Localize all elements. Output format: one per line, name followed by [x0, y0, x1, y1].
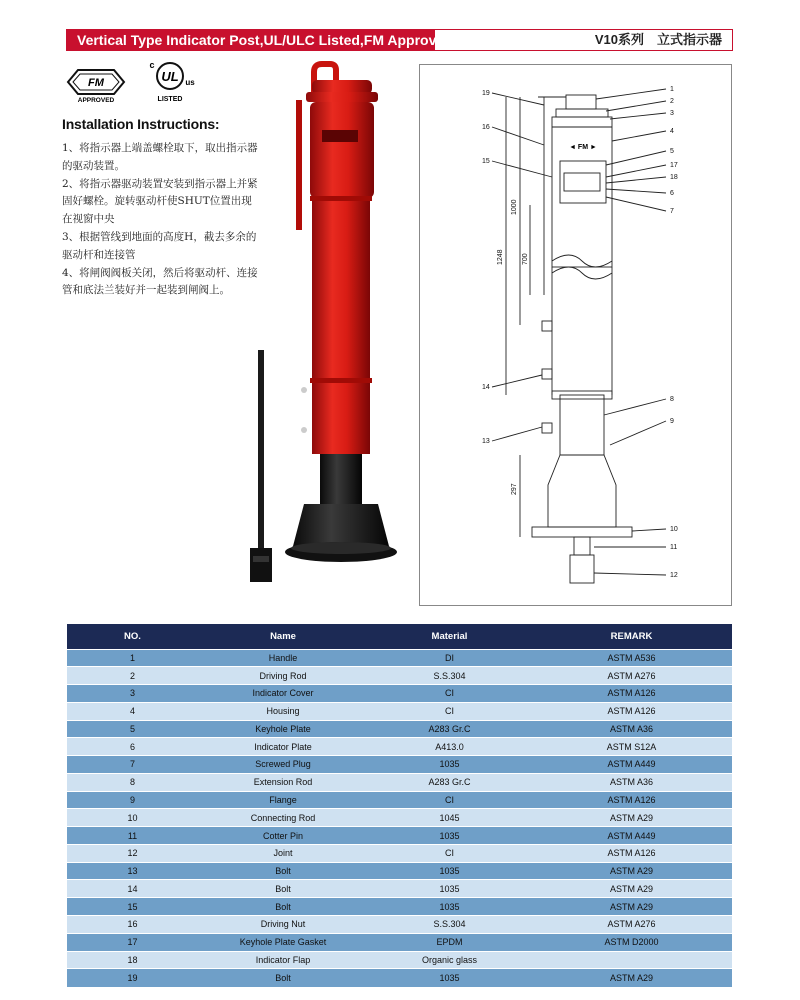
cell-name: Driving Rod	[198, 667, 368, 685]
table-row	[67, 702, 732, 720]
cell-name: Handle	[198, 649, 368, 667]
cell-no: 19	[67, 969, 198, 987]
cell-no: 17	[67, 933, 198, 951]
cell-no: 18	[67, 951, 198, 969]
instructions-title: Installation Instructions:	[62, 116, 220, 132]
header-bar	[66, 29, 733, 51]
callout-8: 8	[670, 396, 674, 403]
header-material: Material	[368, 624, 531, 649]
product-photo	[234, 60, 404, 600]
callout-12: 12	[670, 572, 678, 579]
callout-2: 2	[670, 98, 674, 105]
cell-name: Flange	[198, 791, 368, 809]
cell-material: A283 Gr.C	[368, 720, 531, 738]
cell-name: Indicator Cover	[198, 685, 368, 703]
cell-material: A413.0	[368, 738, 531, 756]
cell-remark: ASTM A276	[531, 915, 732, 933]
cell-remark: ASTM S12A	[531, 738, 732, 756]
callout-16: 16	[482, 124, 490, 131]
cell-no: 6	[67, 738, 198, 756]
cell-no: 9	[67, 791, 198, 809]
cell-name: Bolt	[198, 880, 368, 898]
callout-11: 11	[670, 544, 678, 551]
callout-14: 14	[482, 384, 490, 391]
table-row	[67, 773, 732, 791]
cell-no: 7	[67, 756, 198, 774]
cell-no: 16	[67, 915, 198, 933]
cell-name: Joint	[198, 844, 368, 862]
header-remark: REMARK	[531, 624, 732, 649]
cell-no: 10	[67, 809, 198, 827]
page-title: Vertical Type Indicator Post,UL/ULC Listed,FM Approved	[67, 30, 435, 50]
cell-remark: ASTM A126	[531, 702, 732, 720]
table-row	[67, 667, 732, 685]
cell-remark: ASTM A126	[531, 844, 732, 862]
table-header-row	[67, 624, 732, 649]
cell-remark: ASTM A449	[531, 827, 732, 845]
callout-7: 7	[670, 208, 674, 215]
instruction-step: 4、将闸阀阀板关闭，然后将驱动杆、连接管和底法兰装好并一起装到闸阀上。	[62, 266, 258, 297]
cell-remark: ASTM A29	[531, 862, 732, 880]
cell-no: 2	[67, 667, 198, 685]
table-row	[67, 685, 732, 703]
cell-material: CI	[368, 702, 531, 720]
fm-logo-text: FM	[88, 77, 104, 89]
fm-logo-caption: APPROVED	[77, 97, 115, 104]
cell-name: Bolt	[198, 862, 368, 880]
cell-name: Bolt	[198, 969, 368, 987]
callout-3: 3	[670, 110, 674, 117]
cell-name: Bolt	[198, 898, 368, 916]
table-row	[67, 915, 732, 933]
dim-297: 297	[511, 483, 518, 495]
cell-name: Indicator Plate	[198, 738, 368, 756]
dim-1000: 1000	[511, 199, 518, 215]
callout-10: 10	[670, 526, 678, 533]
cell-material: DI	[368, 649, 531, 667]
ul-logo-us: us	[185, 78, 195, 87]
instructions-list	[62, 140, 262, 300]
instruction-step: 1、将指示器上端盖螺栓取下，取出指示器的驱动装置。	[62, 142, 258, 172]
table-row	[67, 649, 732, 667]
instruction-step: 2、将指示器驱动装置安装到指示器上并紧固好螺栓。旋转驱动杆使SHUT位置出现在视窗中央	[62, 177, 258, 226]
cell-name: Keyhole Plate Gasket	[198, 933, 368, 951]
drawing-window-label: ◄ FM ►	[569, 144, 597, 151]
cell-remark: ASTM A126	[531, 791, 732, 809]
cell-no: 4	[67, 702, 198, 720]
cell-material: 1035	[368, 969, 531, 987]
culus-listed-logo	[140, 58, 204, 104]
parts-table-body	[67, 649, 732, 987]
callout-5: 5	[670, 148, 674, 155]
header-name: Name	[198, 624, 368, 649]
cell-material: 1035	[368, 756, 531, 774]
cell-no: 13	[67, 862, 198, 880]
instruction-step: 3、根据管线到地面的高度H，截去多余的驱动杆和连接管	[62, 230, 257, 261]
cell-no: 1	[67, 649, 198, 667]
ul-logo-caption: LISTED	[157, 96, 183, 103]
table-row	[67, 933, 732, 951]
cell-material: A283 Gr.C	[368, 773, 531, 791]
cell-no: 14	[67, 880, 198, 898]
cell-name: Driving Nut	[198, 915, 368, 933]
header-no: NO.	[67, 624, 198, 649]
table-row	[67, 862, 732, 880]
cell-no: 15	[67, 898, 198, 916]
cell-material: 1045	[368, 809, 531, 827]
cell-remark: ASTM D2000	[531, 933, 732, 951]
cell-material: CI	[368, 844, 531, 862]
cell-no: 3	[67, 685, 198, 703]
cell-remark: ASTM A29	[531, 809, 732, 827]
cell-name: Housing	[198, 702, 368, 720]
cell-remark: ASTM A36	[531, 773, 732, 791]
cell-remark: ASTM A126	[531, 685, 732, 703]
cell-material: 1035	[368, 862, 531, 880]
callout-13: 13	[482, 438, 490, 445]
cell-name: Indicator Flap	[198, 951, 368, 969]
callout-9: 9	[670, 418, 674, 425]
callout-15: 15	[482, 158, 490, 165]
cell-remark: ASTM A276	[531, 667, 732, 685]
cell-material: Organic glass	[368, 951, 531, 969]
table-row	[67, 898, 732, 916]
fm-approved-logo	[64, 64, 128, 104]
table-row	[67, 738, 732, 756]
cell-remark: ASTM A536	[531, 649, 732, 667]
cell-remark: ASTM A36	[531, 720, 732, 738]
cell-material: S.S.304	[368, 915, 531, 933]
cell-name: Extension Rod	[198, 773, 368, 791]
table-row	[67, 969, 732, 987]
cell-no: 11	[67, 827, 198, 845]
cell-name: Screwed Plug	[198, 756, 368, 774]
callout-17: 17	[670, 162, 678, 169]
callout-6: 6	[670, 190, 674, 197]
dim-1248: 1248	[497, 249, 504, 265]
parts-table	[67, 624, 732, 987]
technical-drawing	[419, 64, 732, 606]
cell-no: 5	[67, 720, 198, 738]
ul-logo-c: c	[149, 60, 155, 70]
table-row	[67, 951, 732, 969]
cell-name: Connecting Rod	[198, 809, 368, 827]
table-row	[67, 827, 732, 845]
drawing-canvas	[420, 65, 733, 607]
cell-material: 1035	[368, 827, 531, 845]
cell-name: Keyhole Plate	[198, 720, 368, 738]
cell-material: EPDM	[368, 933, 531, 951]
table-row	[67, 880, 732, 898]
ul-logo-text: UL	[161, 69, 179, 84]
cell-no: 12	[67, 844, 198, 862]
cell-remark: ASTM A29	[531, 969, 732, 987]
table-row	[67, 844, 732, 862]
cell-material: 1035	[368, 898, 531, 916]
cell-material: CI	[368, 685, 531, 703]
cell-remark: ASTM A29	[531, 880, 732, 898]
callout-19: 19	[482, 90, 490, 97]
series-title: V10系列 立式指示器	[594, 32, 722, 47]
cell-material: CI	[368, 791, 531, 809]
cell-remark	[531, 951, 732, 969]
cell-material: S.S.304	[368, 667, 531, 685]
dim-700: 700	[522, 253, 529, 265]
cell-name: Cotter Pin	[198, 827, 368, 845]
callout-1: 1	[670, 86, 674, 93]
table-row	[67, 756, 732, 774]
cell-remark: ASTM A449	[531, 756, 732, 774]
table-row	[67, 720, 732, 738]
cell-remark: ASTM A29	[531, 898, 732, 916]
table-row	[67, 791, 732, 809]
table-row	[67, 809, 732, 827]
cell-material: 1035	[368, 880, 531, 898]
cell-no: 8	[67, 773, 198, 791]
callout-4: 4	[670, 128, 674, 135]
callout-18: 18	[670, 174, 678, 181]
